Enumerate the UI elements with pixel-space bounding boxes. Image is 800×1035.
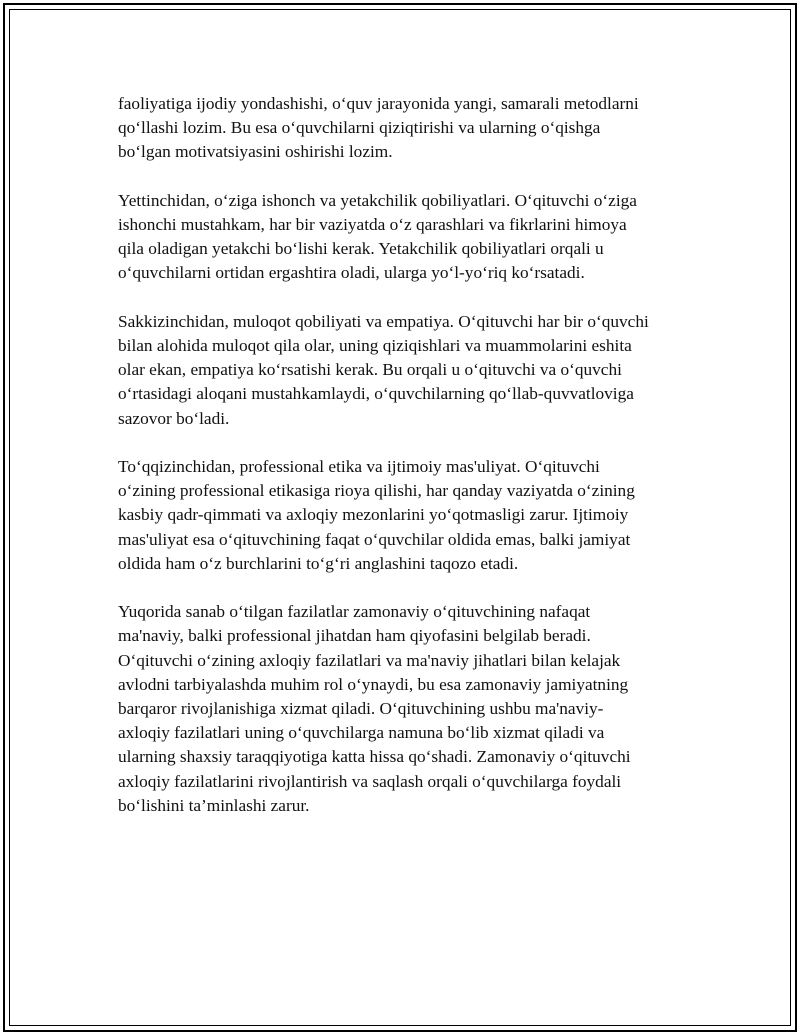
document-body (118, 92, 693, 842)
text-line: ularning shaxsiy taraqqiyotiga katta hissa qo‘shadi. Zamonaviy o‘qituvchi (118, 747, 631, 767)
text-line: bilan alohida muloqot qila olar, uning qiziqishlari va muammolarini eshita (118, 336, 632, 355)
text-line: To‘qqizinchidan, professional etika va ijtimoiy mas'uliyat. O‘qituvchi (118, 457, 600, 476)
text-line: mas'uliyat esa o‘qituvchining faqat o‘quvchilar oldida emas, balki jamiyat (118, 529, 631, 549)
text-line: oldida ham o‘z burchlarini to‘g‘ri anglashini taqozo etadi. (118, 553, 519, 573)
text-line: qo‘llashi lozim. Bu esa o‘quvchilarni qiziqtirishi va ularning o‘qishga (118, 118, 601, 138)
paragraph (118, 189, 693, 286)
text-line: O‘qituvchi o‘zining axloqiy fazilatlari va ma'naviy jihatlari bilan kelajak (118, 650, 621, 670)
text-line: olar ekan, empatiya ko‘rsatishi kerak. Bu orqali u o‘qituvchi va o‘quvchi (118, 360, 622, 380)
paragraph (118, 310, 693, 431)
text-line: axloqiy fazilatlari uning o‘quvchilarga namuna bo‘lib xizmat qiladi va (118, 723, 605, 743)
text-line: sazovor bo‘ladi. (118, 408, 230, 428)
paragraph (118, 455, 693, 576)
text-line: o‘rtasidagi aloqani mustahkamlaydi, o‘quvchilarning qo‘llab-quvvatloviga (118, 384, 634, 404)
text-line: avlodni tarbiyalashda muhim rol o‘ynaydi, bu esa zamonaviy jamiyatning (118, 674, 629, 694)
text-line: Sakkizinchidan, muloqot qobiliyati va empatiya. O‘qituvchi har bir o‘quvchi (118, 311, 649, 331)
text-line: bo‘lishini ta’minlashi zarur. (118, 795, 310, 815)
text-line: ishonchi mustahkam, har bir vaziyatda o‘z qarashlari va fikrlarini himoya (118, 215, 627, 234)
text-line: qila oladigan yetakchi bo‘lishi kerak. Yetakchilik qobiliyatlari orqali u (118, 239, 604, 259)
text-line: Yettinchidan, o‘ziga ishonch va yetakchilik qobiliyatlari. O‘qituvchi o‘ziga (118, 190, 637, 210)
text-line: o‘zining professional etikasiga rioya qilishi, har qanday vaziyatda o‘zining (118, 481, 635, 501)
text-line: kasbiy qadr-qimmati va axloqiy mezonlarini yo‘qotmasligi zarur. Ijtimoiy (118, 505, 629, 525)
text-line: Yuqorida sanab o‘tilgan fazilatlar zamonaviy o‘qituvchining nafaqat (118, 602, 591, 622)
text-line: ma'naviy, balki professional jihatdan ham qiyofasini belgilab beradi. (118, 626, 591, 646)
text-line: axloqiy fazilatlarini rivojlantirish va saqlash orqali o‘quvchilarga foydali (118, 771, 622, 791)
text-line: barqaror rivojlanishiga xizmat qiladi. O‘qituvchining ushbu ma'naviy- (118, 699, 604, 719)
text-line: o‘quvchilarni ortidan ergashtira oladi, ularga yo‘l-yo‘riq ko‘rsatadi. (118, 263, 585, 283)
paragraph (118, 600, 693, 818)
text-line: bo‘lgan motivatsiyasini oshirishi lozim. (118, 142, 393, 162)
text-line: faoliyatiga ijodiy yondashishi, o‘quv jarayonida yangi, samarali metodlarni (118, 94, 639, 113)
paragraph (118, 92, 693, 165)
